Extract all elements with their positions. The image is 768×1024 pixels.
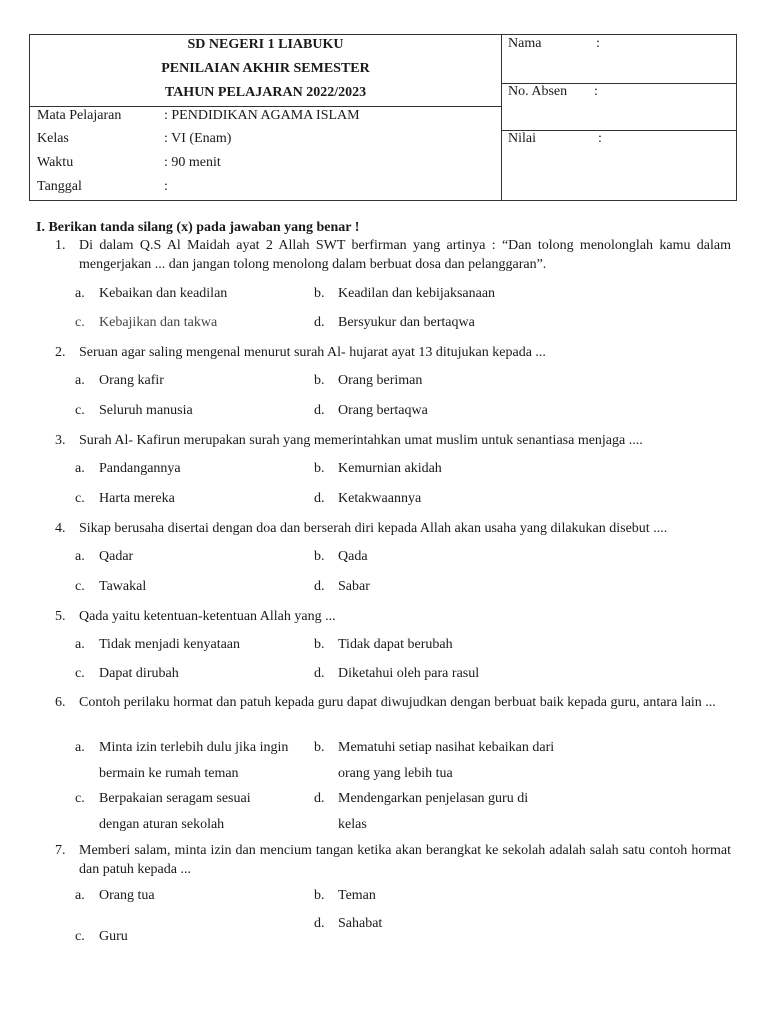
info-row-date: [37, 179, 168, 195]
field-name[interactable]: [502, 36, 736, 83]
info-row-class: [37, 131, 231, 147]
field-value: :: [596, 36, 600, 51]
option-c[interactable]: [75, 310, 217, 336]
option-letter: c.: [75, 491, 85, 506]
option-letter: a.: [75, 461, 85, 476]
option-c[interactable]: [75, 486, 175, 512]
info-label: Tanggal: [37, 179, 82, 194]
field-label: Nama: [508, 36, 542, 51]
option-text: Minta izin terlebih dulu jika ingin bermain ke rumah teman: [99, 740, 289, 781]
option-text: Mendengarkan penjelasan guru di kelas: [338, 791, 529, 832]
field-absence-number[interactable]: [502, 84, 736, 130]
header-divider: [30, 106, 501, 107]
option-d[interactable]: [314, 786, 558, 838]
info-label: Kelas: [37, 131, 69, 146]
option-b[interactable]: [314, 368, 422, 394]
option-letter: a.: [75, 740, 85, 755]
option-letter: d.: [314, 403, 325, 418]
student-fields-panel: [502, 35, 736, 200]
option-text: Orang beriman: [338, 373, 423, 388]
question-6: [55, 693, 731, 712]
question-text: Seruan agar saling mengenal menurut surah Al- hujarat ayat 13 ditujukan kepada ...: [79, 345, 546, 360]
option-b[interactable]: [314, 735, 558, 787]
question-2: [55, 343, 731, 362]
option-letter: c.: [75, 579, 85, 594]
option-c[interactable]: [75, 924, 128, 950]
option-d[interactable]: [314, 310, 475, 336]
question-number: 2.: [55, 345, 66, 360]
option-text: Bersyukur dan bertaqwa: [338, 315, 475, 330]
option-letter: d.: [314, 315, 325, 330]
option-text: Qadar: [99, 549, 134, 564]
option-letter: b.: [314, 637, 325, 652]
question-number: 6.: [55, 695, 66, 710]
option-text: Harta mereka: [99, 491, 175, 506]
option-text: Diketahui oleh para rasul: [338, 666, 480, 681]
school-info-panel: [30, 35, 502, 200]
field-value: :: [594, 84, 598, 99]
option-letter: d.: [314, 579, 325, 594]
option-b[interactable]: [314, 281, 495, 307]
option-b[interactable]: [314, 632, 453, 658]
option-d[interactable]: [314, 661, 479, 687]
exam-header-table: [29, 34, 737, 201]
option-a[interactable]: [75, 281, 227, 307]
question-text: Qada yaitu ketentuan-ketentuan Allah yang ...: [79, 609, 336, 624]
question-3: [55, 431, 731, 450]
question-1: [55, 236, 731, 274]
option-text: Guru: [99, 929, 128, 944]
option-letter: a.: [75, 286, 85, 301]
option-a[interactable]: [75, 883, 155, 909]
option-a[interactable]: [75, 735, 299, 787]
option-c[interactable]: [75, 786, 289, 838]
info-row-time: [37, 155, 221, 171]
option-b[interactable]: [314, 883, 376, 909]
option-letter: b.: [314, 461, 325, 476]
info-label: Waktu: [37, 155, 74, 170]
field-value: :: [598, 131, 602, 146]
option-text: Ketakwaannya: [338, 491, 422, 506]
option-text: Kebajikan dan takwa: [99, 315, 218, 330]
option-letter: d.: [314, 791, 325, 806]
option-letter: a.: [75, 888, 85, 903]
option-text: Orang kafir: [99, 373, 164, 388]
option-a[interactable]: [75, 632, 240, 658]
exam-title: PENILAIAN AKHIR SEMESTER: [161, 61, 370, 76]
option-text: Seluruh manusia: [99, 403, 193, 418]
option-letter: b.: [314, 740, 325, 755]
option-letter: d.: [314, 491, 325, 506]
option-a[interactable]: [75, 544, 133, 570]
field-label: Nilai: [508, 131, 536, 146]
option-text: Berpakaian seragam sesuai dengan aturan sekolah: [99, 791, 251, 832]
option-letter: b.: [314, 888, 325, 903]
info-row-subject: [37, 108, 360, 124]
option-text: Qada: [338, 549, 368, 564]
option-letter: b.: [314, 286, 325, 301]
option-letter: b.: [314, 549, 325, 564]
section-instruction: I. Berikan tanda silang (x) pada jawaban yang benar !: [36, 220, 360, 235]
question-number: 1.: [55, 238, 66, 253]
question-number: 7.: [55, 843, 66, 858]
option-text: Kebaikan dan keadilan: [99, 286, 228, 301]
option-a[interactable]: [75, 368, 164, 394]
option-text: Mematuhi setiap nasihat kebaikan dari orang yang lebih tua: [338, 740, 555, 781]
field-score[interactable]: [502, 131, 736, 199]
option-text: Dapat dirubah: [99, 666, 179, 681]
question-text: Surah Al- Kafirun merupakan surah yang memerintahkan umat muslim untuk senantiasa menjaga ....: [79, 433, 643, 448]
question-text: Memberi salam, minta izin dan mencium tangan ketika akan berangkat ke sekolah adalah salah satu contoh hormat dan patuh kepada ...: [79, 843, 731, 877]
option-text: Tawakal: [99, 579, 147, 594]
option-letter: a.: [75, 373, 85, 388]
option-c[interactable]: [75, 398, 193, 424]
option-letter: d.: [314, 666, 325, 681]
info-value: :: [164, 179, 168, 194]
option-c[interactable]: [75, 574, 146, 600]
question-text: Di dalam Q.S Al Maidah ayat 2 Allah SWT berfirman yang artinya : “Dan tolong menolonglah kamu dalam mengerjakan ... dan jangan tolong menolong dalam berbuat dosa dan pelanggaran”.: [79, 238, 731, 272]
option-letter: b.: [314, 373, 325, 388]
info-value: : PENDIDIKAN AGAMA ISLAM: [164, 108, 360, 123]
question-number: 5.: [55, 609, 66, 624]
school-name: SD NEGERI 1 LIABUKU: [187, 37, 344, 52]
question-text: Contoh perilaku hormat dan patuh kepada guru dapat diwujudkan dengan berbuat baik kepada guru, antara lain ...: [79, 695, 716, 710]
question-4: [55, 519, 731, 538]
option-letter: a.: [75, 549, 85, 564]
option-letter: d.: [314, 916, 325, 931]
option-text: Orang tua: [99, 888, 155, 903]
option-b[interactable]: [314, 544, 368, 570]
option-letter: c.: [75, 666, 85, 681]
option-b[interactable]: [314, 456, 442, 482]
option-a[interactable]: [75, 456, 181, 482]
option-letter: c.: [75, 791, 85, 806]
option-letter: c.: [75, 315, 85, 330]
option-c[interactable]: [75, 661, 179, 687]
question-number: 3.: [55, 433, 66, 448]
option-text: Teman: [338, 888, 376, 903]
option-letter: a.: [75, 637, 85, 652]
option-text: Keadilan dan kebijaksanaan: [338, 286, 496, 301]
option-text: Sahabat: [338, 916, 383, 931]
option-letter: c.: [75, 403, 85, 418]
question-text: Sikap berusaha disertai dengan doa dan berserah diri kepada Allah akan usaha yang dilakukan disebut ....: [79, 521, 668, 536]
option-text: Tidak dapat berubah: [338, 637, 453, 652]
field-label: No. Absen: [508, 84, 568, 99]
question-7: [55, 841, 731, 879]
option-d[interactable]: [314, 911, 382, 937]
option-text: Tidak menjadi kenyataan: [99, 637, 241, 652]
question-number: 4.: [55, 521, 66, 536]
info-value: : 90 menit: [164, 155, 221, 170]
option-d[interactable]: [314, 486, 421, 512]
option-letter: c.: [75, 929, 85, 944]
info-label: Mata Pelajaran: [37, 108, 122, 123]
option-text: Sabar: [338, 579, 370, 594]
option-d[interactable]: [314, 398, 428, 424]
info-value: : VI (Enam): [164, 131, 232, 146]
academic-year: TAHUN PELAJARAN 2022/2023: [164, 85, 367, 100]
option-text: Orang bertaqwa: [338, 403, 428, 418]
question-5: [55, 607, 731, 626]
option-d[interactable]: [314, 574, 370, 600]
option-text: Pandangannya: [99, 461, 181, 476]
option-text: Kemurnian akidah: [338, 461, 442, 476]
